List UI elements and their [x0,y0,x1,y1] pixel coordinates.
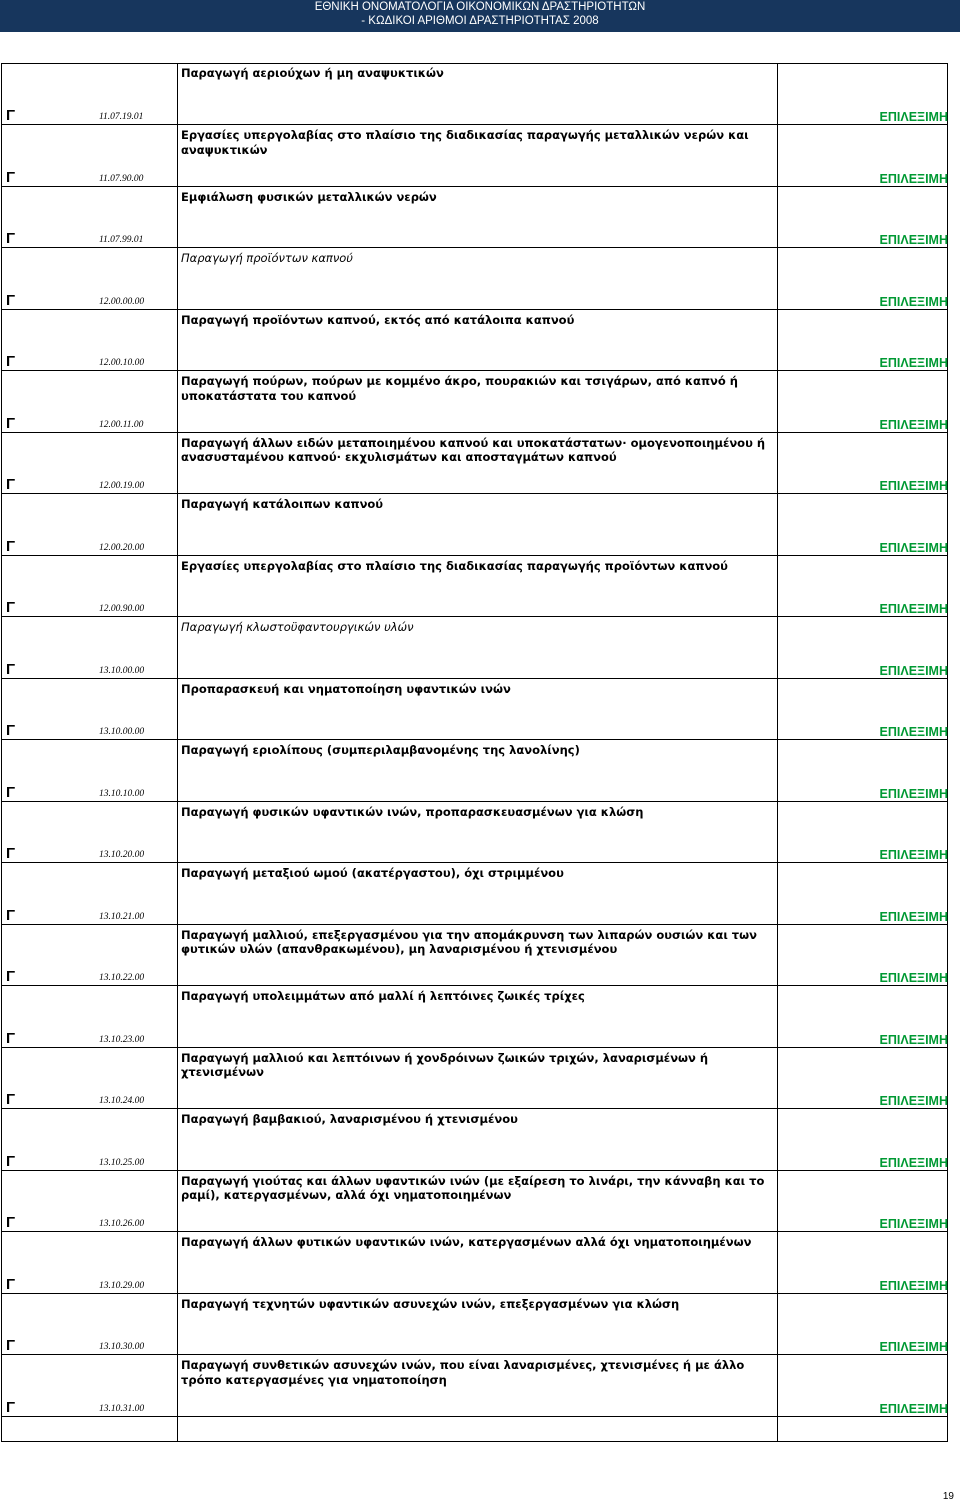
activity-description: Εργασίες υπεργολαβίας στο πλαίσιο της διαδικασίας παραγωγής μεταλλικών νερών και αναψυκτικών [181,128,749,157]
table-row [0,1108,960,1202]
table-row [0,985,960,1079]
table-row [0,1231,960,1311]
table-row [0,1169,960,1249]
activity-code: 11.07.19.01 [99,112,144,122]
section-letter: Γ [6,291,16,309]
header-title: ΕΘΝΙΚΗ ΟΝΟΜΑΤΟΛΟΓΙΑ ΟΙΚΟΝΟΜΙΚΩΝ ΔΡΑΣΤΗΡΙΟΤΗΤΩΝ [314,1,646,13]
section-letter: Γ [6,968,16,985]
section-letter: Γ [6,1337,16,1354]
activity-description: Παραγωγή προϊόντων καπνού [181,251,353,265]
section-letter: Γ [6,1398,16,1416]
table-row [0,124,960,204]
eligibility-status: ΕΠΙΛΕΞΙΜΗ [879,1094,948,1108]
activity-code: 11.07.99.01 [99,235,144,245]
table-row [0,739,960,819]
section-letter: Γ [6,414,16,432]
table-row [0,800,960,880]
activity-description: Παραγωγή μαλλιού και λεπτόινων ή χονδρόινων ζωικών τριχών, λαναρισμένων ή χτενισμένων [181,1050,709,1079]
section-letter: Γ [6,599,16,616]
table-row [0,370,960,464]
activity-description: Προπαρασκευή και νηματοποίηση υφαντικών ινών [181,681,511,696]
activity-code: 12.00.11.00 [99,419,144,430]
activity-description: Παραγωγή γιούτας και άλλων υφαντικών ινών (με εξαίρεση το λινάρι, την κάνναβη και το ραμί), κατεργασμένων, αλλά όχι νηματοποιημένων [181,1173,765,1202]
activity-code: 13.10.24.00 [99,1096,145,1106]
activity-code: 12.00.00.00 [99,296,145,307]
eligibility-status: ΕΠΙΛΕΞΙΜΗ [879,1401,948,1416]
activity-description: Παραγωγή εριολίπους (συμπεριλαμβανομένης της λανολίνης) [181,743,580,757]
activity-description: Παραγωγή μαλλιού, επεξεργασμένου για την απομάκρυνση των λιπαρών ουσιών και των φυτικών υλών (απανθρακωμένου), μη λαναρισμένου ή χτενισμένου [181,927,757,956]
activity-description: Παραγωγή συνθετικών ασυνεχών ινών, που είναι λαναρισμένες, χτενισμένες ή με άλλο τρόπο κατεργασμένες για νηματοποίηση [181,1358,745,1387]
eligibility-status: ΕΠΙΛΕΞΙΜΗ [879,540,948,555]
eligibility-status: ΕΠΙΛΕΞΙΜΗ [879,848,948,862]
table-row [0,554,960,634]
eligibility-status: ΕΠΙΛΕΞΙΜΗ [879,663,948,678]
section-letter: Γ [6,783,16,801]
activity-code: 13.10.30.00 [99,1342,145,1352]
eligibility-status: ΕΠΙΛΕΞΙΜΗ [879,356,948,370]
section-letter: Γ [6,660,16,678]
activity-description: Παραγωγή προϊόντων καπνού, εκτός από κατάλοιπα καπνού [181,312,575,327]
activity-description: Παραγωγή πούρων, πούρων με κομμένο άκρο, πουρακιών και τσιγάρων, από καπνό ή υποκατάστατα του καπνού [181,374,738,403]
section-letter: Γ [6,722,16,739]
activity-code: 13.10.22.00 [99,973,145,983]
section-letter: Γ [6,353,16,370]
table-row [0,677,960,757]
eligibility-status: ΕΠΙΛΕΞΙΜΗ [879,602,948,616]
activity-description: Παραγωγή τεχνητών υφαντικών ασυνεχών ινών, επεξεργασμένων για κλώση [181,1296,680,1311]
section-letter: Γ [6,1029,16,1047]
activity-description: Παραγωγή άλλων φυτικών υφαντικών ινών, κατεργασμένων αλλά όχι νηματοποιημένων [181,1235,752,1249]
eligibility-status: ΕΠΙΛΕΞΙΜΗ [879,971,948,985]
activity-code: 11.07.90.00 [99,173,144,184]
section-letter: Γ [6,1152,16,1170]
table-row [0,616,960,696]
eligibility-status: ΕΠΙΛΕΞΙΜΗ [879,1278,948,1293]
table-row [0,185,960,265]
eligibility-status: ΕΠΙΛΕΞΙΜΗ [879,1032,948,1047]
section-letter: Γ [6,1275,16,1293]
eligibility-status: ΕΠΙΛΕΞΙΜΗ [879,1217,948,1231]
table-row [0,862,960,956]
eligibility-status: ΕΠΙΛΕΞΙΜΗ [879,479,948,493]
eligibility-status: ΕΠΙΛΕΞΙΜΗ [879,1340,948,1354]
section-letter: Γ [6,230,16,247]
eligibility-status: ΕΠΙΛΕΞΙΜΗ [879,786,948,801]
eligibility-status: ΕΠΙΛΕΞΙΜΗ [879,417,948,432]
section-letter: Γ [6,537,16,555]
section-letter: Γ [6,1091,16,1108]
activity-code: 13.10.26.00 [99,1219,145,1229]
table-row [0,1292,960,1387]
table-row [0,247,960,327]
activity-code: 13.10.20.00 [99,850,145,860]
activity-code: 12.00.90.00 [99,604,145,614]
activity-code: 13.10.21.00 [99,911,145,922]
activity-code: 13.10.25.00 [99,1157,145,1168]
page-number: 19 [942,1491,954,1502]
activity-description: Παραγωγή φυσικών υφαντικών ινών, προπαρασκευασμένων για κλώση [181,804,644,819]
activity-description: Εμφιάλωση φυσικών μεταλλικών νερών [181,189,437,204]
activity-code: 13.10.10.00 [99,788,145,799]
activity-description: Παραγωγή βαμβακιού, λαναρισμένου ή χτενισμένου [181,1112,518,1126]
activity-code: 13.10.29.00 [99,1280,145,1291]
eligibility-status: ΕΠΙΛΕΞΙΜΗ [879,110,948,124]
section-letter: Γ [6,906,16,924]
table-row [0,1354,960,1416]
activity-code: 13.10.23.00 [99,1034,145,1045]
eligibility-status: ΕΠΙΛΕΞΙΜΗ [879,171,948,186]
activity-code: 12.00.10.00 [99,358,145,368]
section-letter: Γ [6,107,16,124]
activity-description: Παραγωγή κλωστοϋφαντουργικών υλών [181,620,414,634]
activity-description: Παραγωγή κατάλοιπων καπνού [181,497,384,511]
eligibility-status: ΕΠΙΛΕΞΙΜΗ [879,294,948,309]
eligibility-status: ΕΠΙΛΕΞΙΜΗ [879,909,948,924]
table-row [0,923,960,1003]
section-letter: Γ [6,845,16,862]
table-row [0,62,960,157]
activity-code: 13.10.00.00 [99,665,145,676]
eligibility-status: ΕΠΙΛΕΞΙΜΗ [879,1155,948,1170]
activity-description: Παραγωγή υπολειμμάτων από μαλλί ή λεπτόινες ζωικές τρίχες [181,989,585,1003]
top-description: Παραγωγή αεριούχων ή μη αναψυκτικών [181,66,444,80]
section-letter: Γ [6,476,16,493]
activity-code: 12.00.19.00 [99,481,145,491]
activity-code: 12.00.20.00 [99,542,145,553]
section-letter: Γ [6,1214,16,1231]
table-row [0,493,960,573]
activity-description: Εργασίες υπεργολαβίας στο πλαίσιο της διαδικασίας παραγωγής προϊόντων καπνού [181,558,728,573]
activity-description: Παραγωγή μεταξιού ωμού (ακατέργαστου), όχι στριμμένου [181,866,564,880]
eligibility-status: ΕΠΙΛΕΞΙΜΗ [879,725,948,739]
eligibility-status: ΕΠΙΛΕΞΙΜΗ [879,233,948,247]
header-subtitle: - ΚΩΔΙΚΟΙ ΑΡΙΘΜΟΙ ΔΡΑΣΤΗΡΙΟΤΗΤΑΣ 2008 [361,15,599,27]
section-letter: Γ [6,168,16,186]
activity-code: 13.10.31.00 [99,1403,145,1414]
activity-code: 13.10.00.00 [99,727,145,737]
table-row [0,308,960,403]
table-row [0,1046,960,1126]
activity-description: Παραγωγή άλλων ειδών μεταποιημένου καπνού και υποκατάστατων· ομογενοποιημένου ή ανασυσταμένου καπνού· εκχυλισμάτων και αποσταγμάτων καπνού [181,435,766,464]
table-row [0,431,960,511]
